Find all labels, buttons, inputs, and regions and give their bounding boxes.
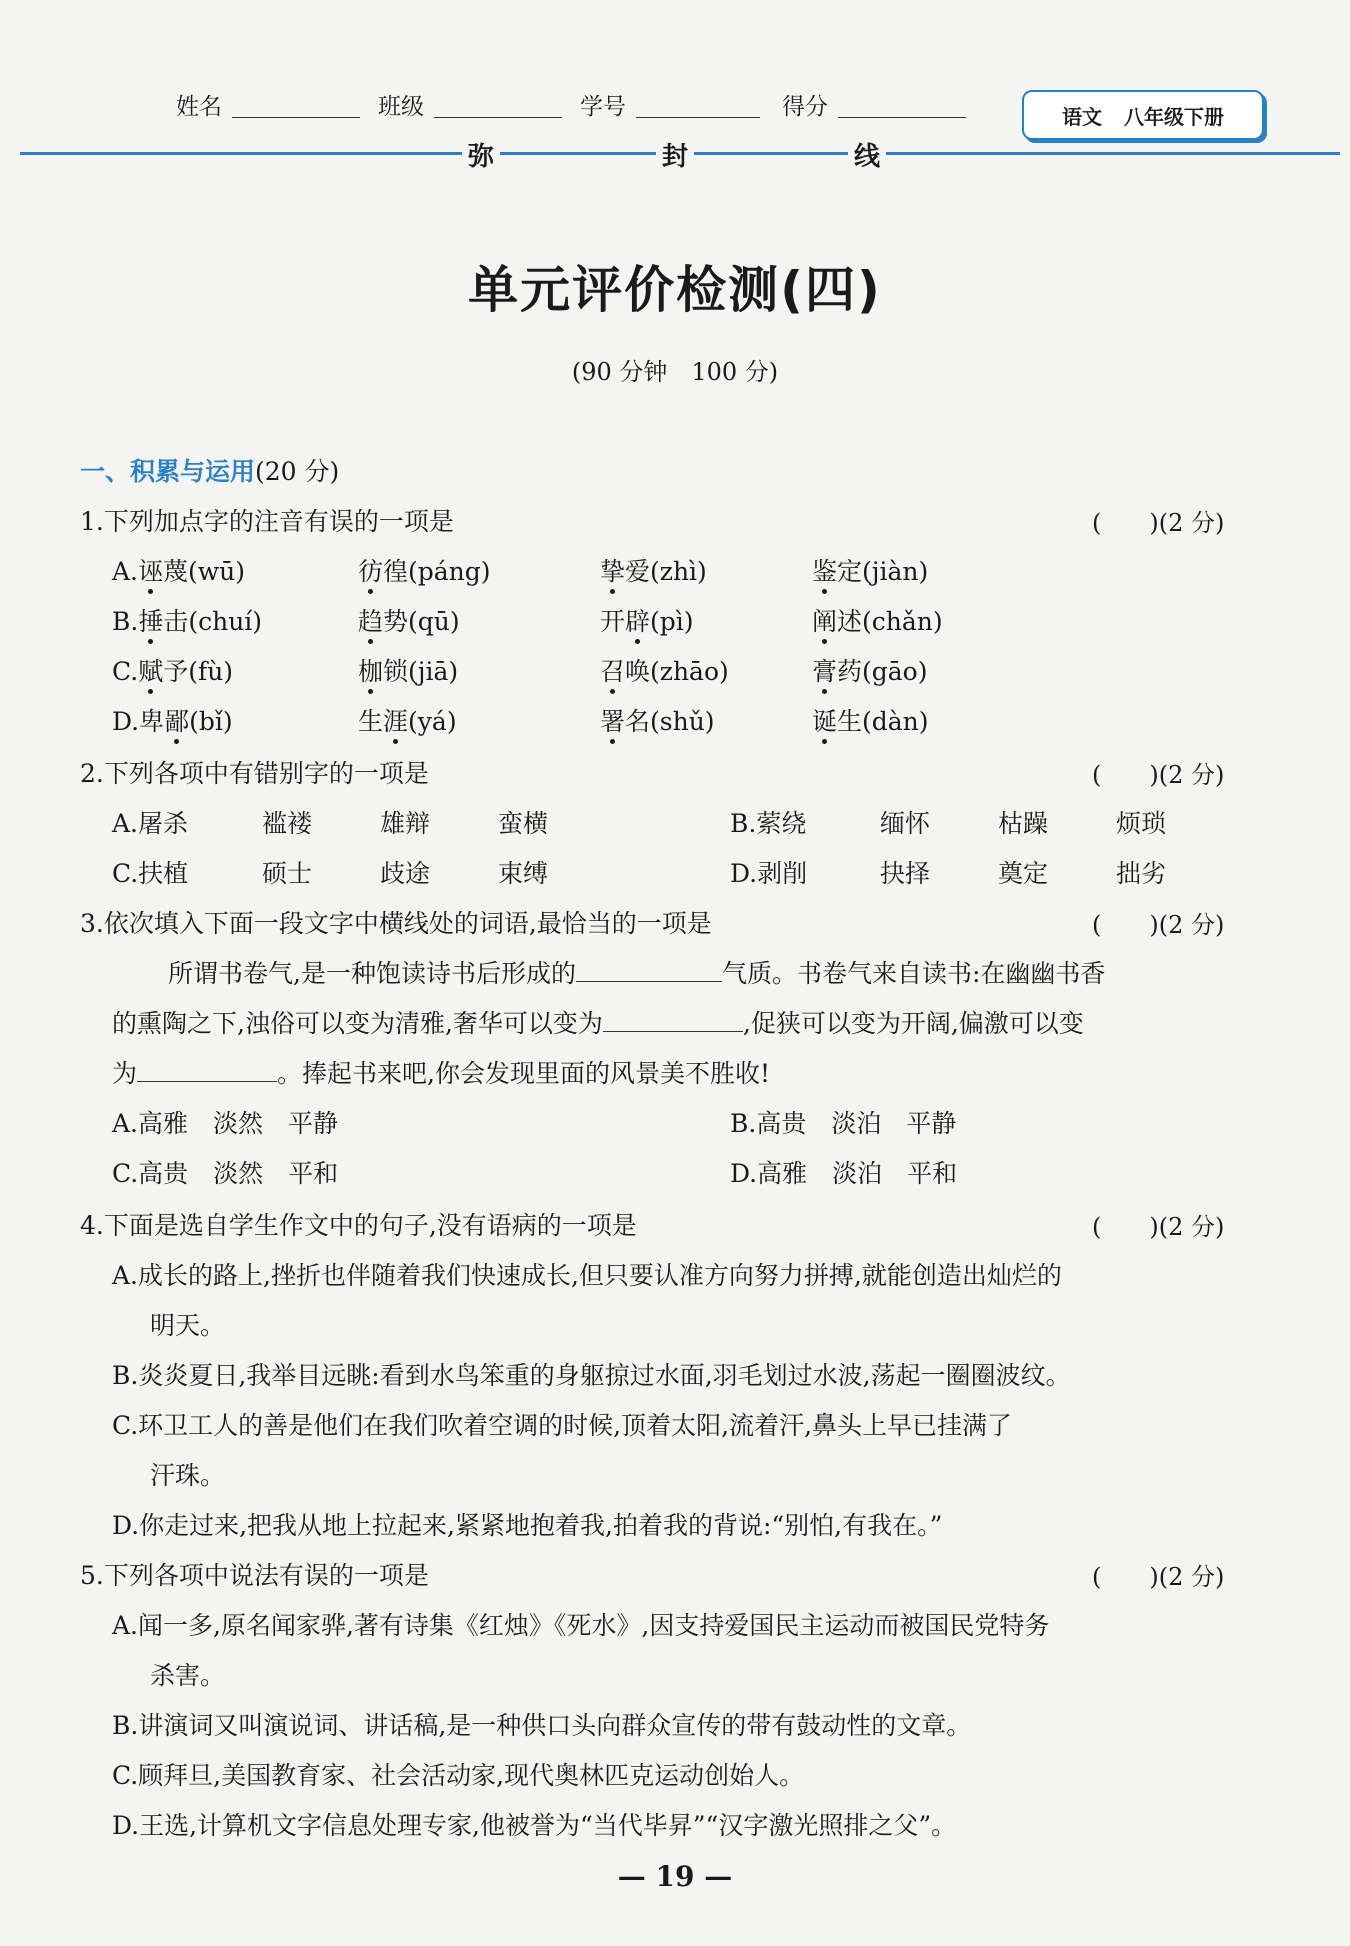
q1-option-cell[interactable]: B.捶击(chuí) [112,607,263,636]
q5-option-a-cont: 杀害。 [150,1661,226,1690]
q4-option-a[interactable]: A.成长的路上,挫折也伴随着我们快速成长,但只要认准方向努力拼搏,就能创造出灿烂的 [112,1261,1062,1290]
q3-option-b[interactable]: B.高贵 淡泊 平静 [730,1109,957,1138]
dotted-char: 鄙 [164,707,190,736]
section-heading [80,452,339,488]
q3-passage-line-3: 为 。捧起书来吧,你会发现里面的风景美不胜收! [112,1054,770,1090]
q3-blank-1[interactable] [576,956,722,982]
q1-option-cell[interactable]: A.诬蔑(wū) [112,557,246,586]
dotted-char: 诞 [812,707,838,736]
grade-name: 八年级下册 [1124,104,1224,129]
section-title: 一、积累与运用 [80,457,256,486]
dotted-char: 辟 [625,607,651,636]
q3-option-c[interactable]: C.高贵 淡然 平和 [112,1159,339,1188]
q1-option-cell: 生涯(yá) [358,707,457,736]
class-label: 班级 [378,94,424,120]
dotted-char: 诬 [138,557,164,586]
q3-blank-3[interactable] [137,1056,277,1082]
q1-option-cell: 挚爱(zhì) [600,557,707,586]
q1-stem: 1.下列加点字的注音有误的一项是 [80,507,454,536]
q2-word: 拙劣 [1116,859,1167,888]
q5-stem: 5.下列各项中说法有误的一项是 [80,1561,429,1590]
q4-option-b[interactable]: B.炎炎夏日,我举目远眺:看到水鸟笨重的身躯掠过水面,羽毛划过水波,荡起一圈圈波纹。 [112,1361,1071,1390]
seal-char-2: 封 [656,136,694,173]
q5-answer-box[interactable]: ( )(2 分) [1092,1563,1225,1591]
q2-word: 雄辩 [380,809,431,838]
q1-option-cell: 诞生(dàn) [812,707,929,736]
q5-option-b[interactable]: B.讲演词又叫演说词、讲话稿,是一种供口头向群众宣传的带有鼓动性的文章。 [112,1711,972,1740]
q1-option-cell: 阐述(chǎn) [812,607,943,636]
q3-passage-line-1: 所谓书卷气,是一种饱读诗书后形成的 气质。书卷气来自读书:在幽幽书香 [168,954,1105,990]
q2-word: 缅怀 [880,809,931,838]
q2-word[interactable]: D.剥削 [730,859,808,888]
dotted-char: 召 [600,657,626,686]
q2-word: 烦琐 [1116,809,1167,838]
name-label: 姓名 [176,94,222,120]
q2-word[interactable]: B.萦绕 [730,809,807,838]
q5-option-d[interactable]: D.王选,计算机文字信息处理专家,他被誉为“当代毕昇”“汉字激光照排之父”。 [112,1811,957,1840]
q4-answer-box[interactable]: ( )(2 分) [1092,1213,1225,1241]
q3-option-a[interactable]: A.高雅 淡然 平静 [112,1109,339,1138]
dotted-char: 鉴 [812,557,838,586]
dotted-char: 涯 [383,707,409,736]
name-field[interactable] [232,117,360,118]
q3-stem: 3.依次填入下面一段文字中横线处的词语,最恰当的一项是 [80,909,712,938]
q1-option-cell: 署名(shǔ) [600,707,715,736]
time-and-points: (90 分钟 100 分) [571,358,779,386]
q5-option-a[interactable]: A.闻一多,原名闻家骅,著有诗集《红烛》《死水》,因支持爱国民主运动而被国民党特务 [112,1611,1050,1640]
q2-word: 蛮横 [498,809,549,838]
section-points: (20 分) [255,457,340,486]
q1-option-cell[interactable]: C.赋予(fù) [112,657,234,686]
q1-option-cell: 开辟(pì) [600,607,694,636]
q1-option-cell[interactable]: D.卑鄙(bǐ) [112,707,233,736]
student-id-field[interactable] [636,117,760,118]
q2-word: 歧途 [380,859,431,888]
q4-option-d[interactable]: D.你走过来,把我从地上拉起来,紧紧地抱着我,拍着我的背说:“别怕,有我在。” [112,1511,943,1540]
q2-word: 枯躁 [998,809,1049,838]
score-label: 得分 [782,94,828,120]
q1-option-cell: 彷徨(páng) [358,557,491,586]
q5-option-c[interactable]: C.顾拜旦,美国教育家、社会活动家,现代奥林匹克运动创始人。 [112,1761,805,1790]
q1-option-cell: 趋势(qū) [358,607,460,636]
q1-option-cell: 鉴定(jiàn) [812,557,929,586]
page-number: — 19 — [617,1860,733,1893]
seal-char-1: 弥 [462,136,500,173]
dotted-char: 捶 [138,607,164,636]
q3-passage-line-2: 的熏陶之下,浊俗可以变为清雅,奢华可以变为 ,促狭可以变为开阔,偏激可以变 [112,1004,1084,1040]
q4-option-c-cont: 汗珠。 [150,1461,226,1490]
q2-word: 抉择 [880,859,931,888]
q2-answer-box[interactable]: ( )(2 分) [1092,761,1225,789]
dotted-char: 膏 [812,657,838,686]
q2-stem: 2.下列各项中有错别字的一项是 [80,759,429,788]
q2-word[interactable]: C.扶植 [112,859,189,888]
dotted-char: 彷 [358,557,384,586]
q3-option-d[interactable]: D.高雅 淡泊 平和 [730,1159,958,1188]
dotted-char: 趋 [358,607,384,636]
subject-name: 语文 [1062,104,1102,129]
q4-option-c[interactable]: C.环卫工人的善是他们在我们吹着空调的时候,顶着太阳,流着汗,鼻头上早已挂满了 [112,1411,1013,1440]
q4-option-a-cont: 明天。 [150,1311,226,1340]
dotted-char: 枷 [358,657,384,686]
seal-char-3: 线 [848,136,886,173]
dotted-char: 阐 [812,607,838,636]
page-title: 单元评价检测(四) [468,261,882,319]
subject-badge [1022,90,1264,140]
q2-word: 硕士 [262,859,313,888]
q3-blank-2[interactable] [603,1006,743,1032]
q1-option-cell: 枷锁(jiā) [358,657,459,686]
q1-answer-box[interactable]: ( )(2 分) [1092,509,1225,537]
dotted-char: 赋 [138,657,164,686]
q2-word: 褴褛 [262,809,313,838]
q4-stem: 4.下面是选自学生作文中的句子,没有语病的一项是 [80,1211,637,1240]
dotted-char: 署 [600,707,626,736]
q2-word: 束缚 [498,859,549,888]
q2-word[interactable]: A.屠杀 [112,809,189,838]
dotted-char: 挚 [600,557,626,586]
student-id-label: 学号 [580,94,626,120]
q3-answer-box[interactable]: ( )(2 分) [1092,911,1225,939]
q2-word: 奠定 [998,859,1049,888]
class-field[interactable] [434,117,562,118]
score-field[interactable] [838,117,966,118]
q1-option-cell: 膏药(gāo) [812,657,928,686]
q1-option-cell: 召唤(zhāo) [600,657,729,686]
